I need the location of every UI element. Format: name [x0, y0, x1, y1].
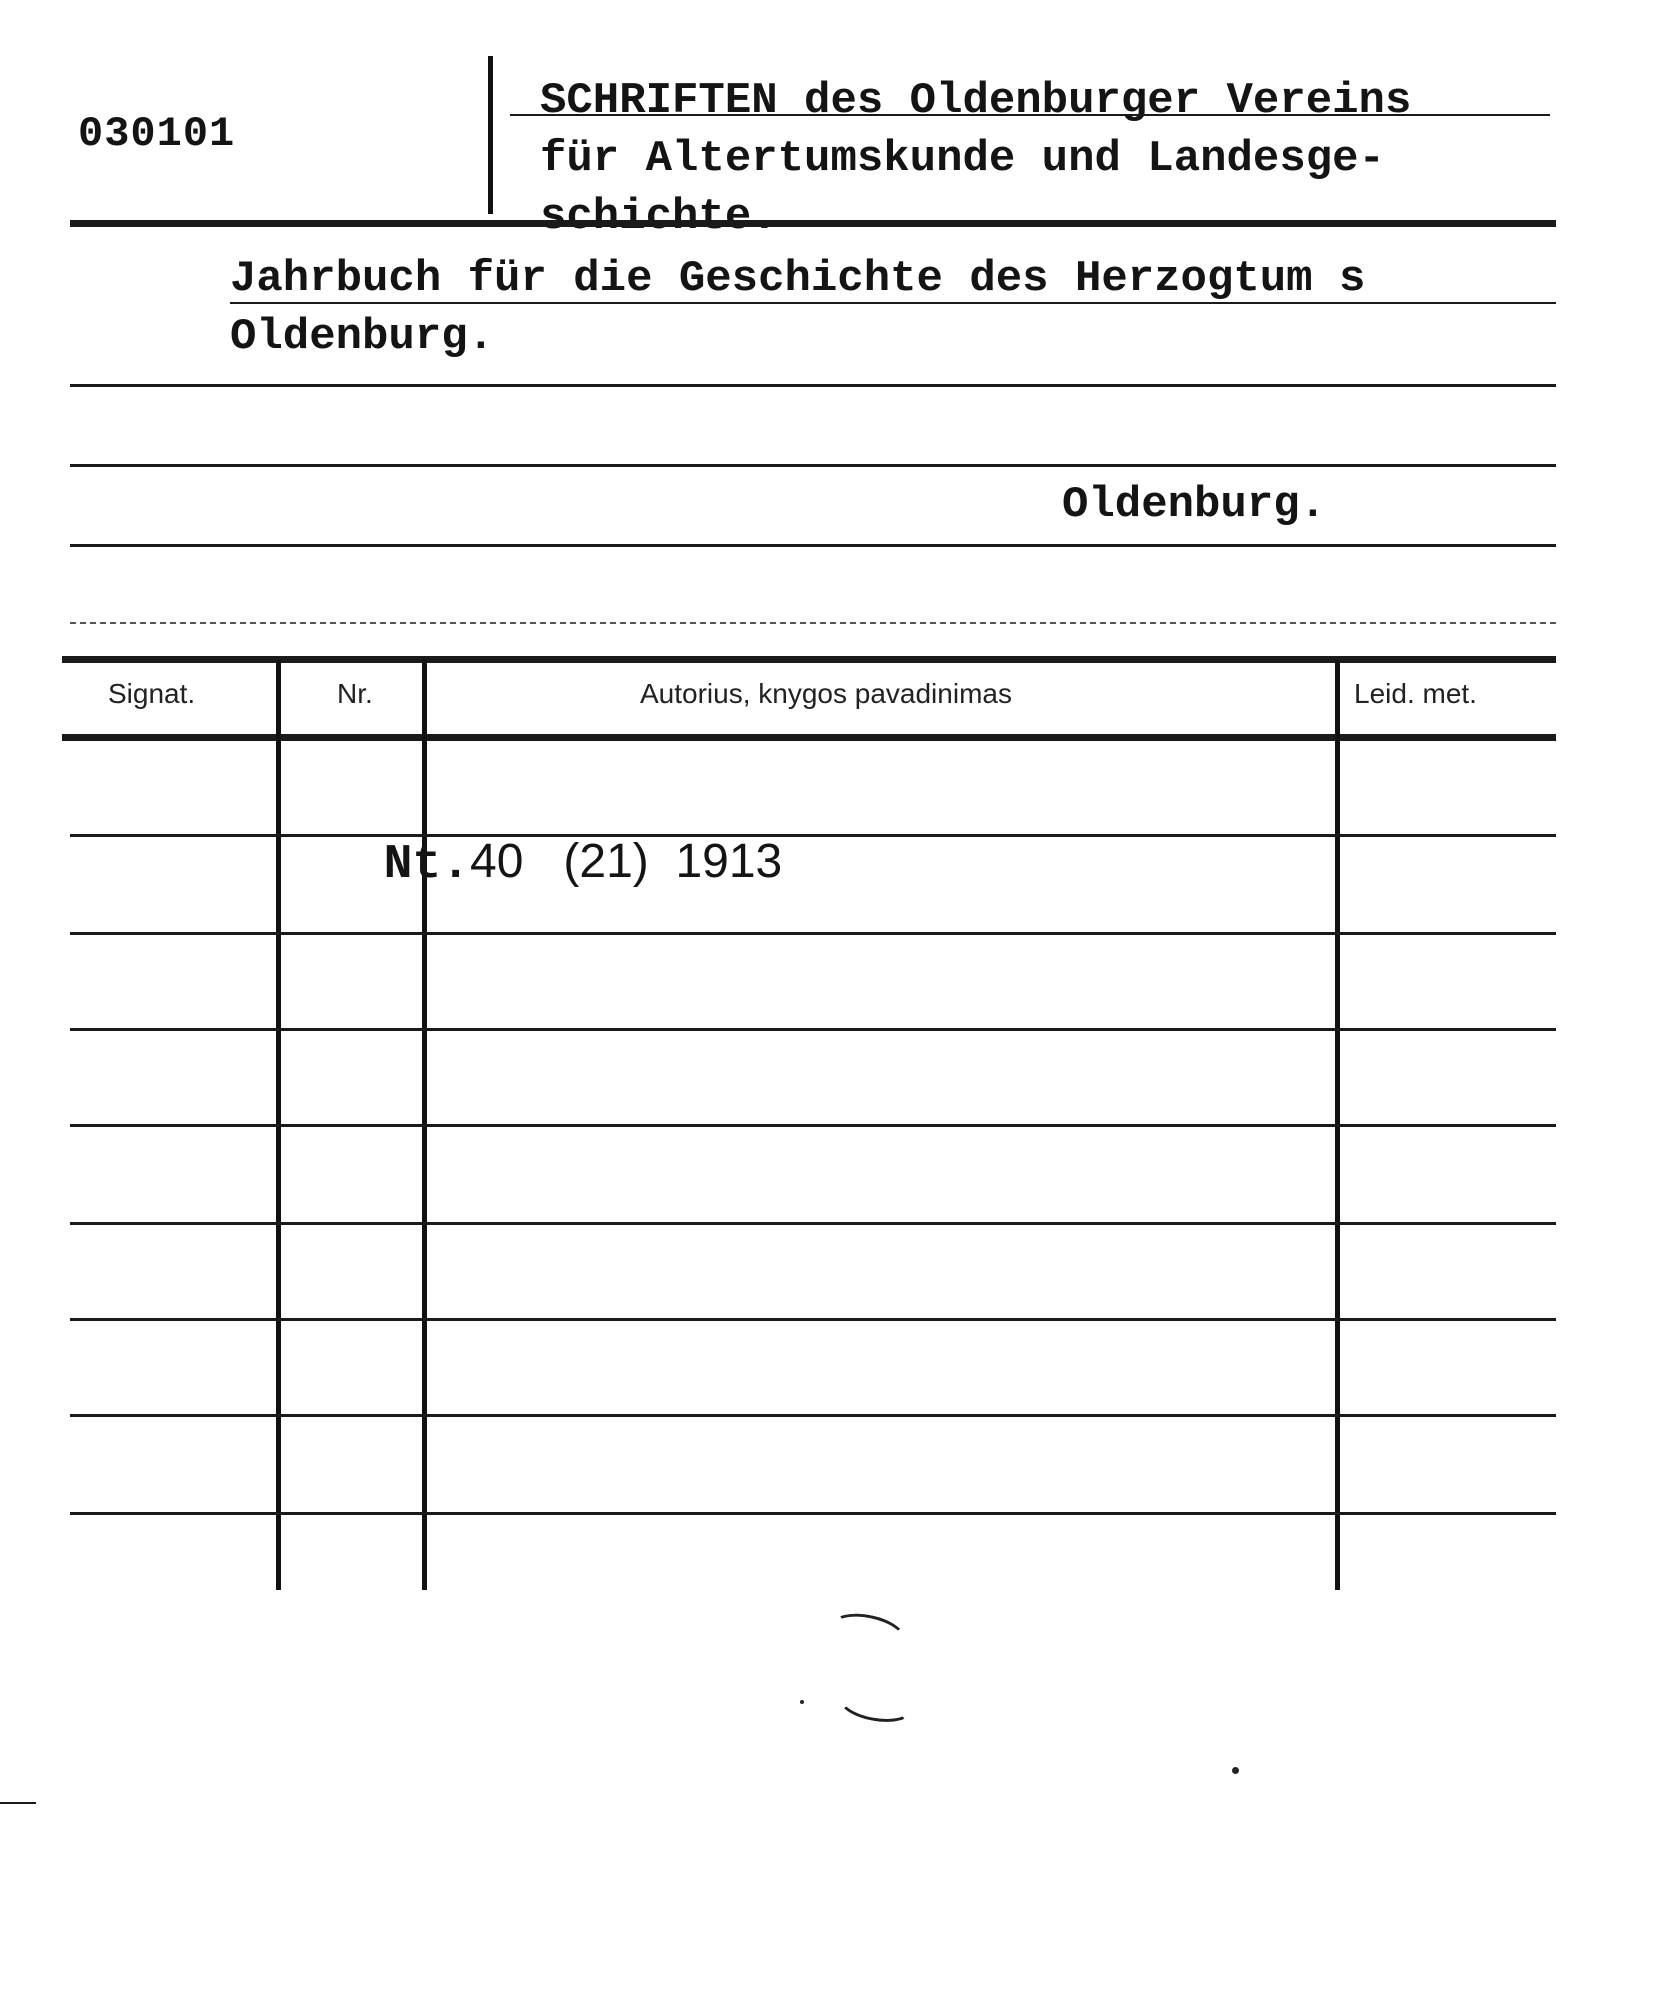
column-header-number: Nr.: [337, 678, 373, 709]
row-line-7: [70, 1414, 1556, 1417]
row-line-6: [70, 1318, 1556, 1321]
ruled-line-3: [70, 544, 1556, 547]
header-bottom-rule: [70, 220, 1556, 227]
column-header-signature: Signat.: [108, 678, 196, 709]
book-title: Jahrbuch für die Geschichte des Herzogtum s Oldenburg.: [230, 254, 1366, 362]
row-line-8: [70, 1512, 1556, 1515]
row-line-4: [70, 1124, 1556, 1127]
row-line-1: [70, 834, 1556, 837]
row-description: 40 (21) 1913: [470, 835, 783, 888]
table-top-rule: [62, 656, 1556, 663]
ruled-line-1: [70, 384, 1556, 387]
ink-dot: [800, 1700, 804, 1704]
column-header-author-title: Autorius, knygos pavadinimas: [640, 678, 1012, 709]
row-line-2: [70, 932, 1556, 935]
pen-mark-lower: [835, 1679, 916, 1728]
card-number: 030101: [78, 110, 236, 158]
row-number: Nt.: [383, 838, 471, 892]
pen-mark-upper: [827, 1607, 909, 1658]
row-line-5: [70, 1222, 1556, 1225]
ruled-line-2: [70, 464, 1556, 467]
row-line-3: [70, 1028, 1556, 1031]
place-of-publication: Oldenburg.: [1062, 480, 1327, 530]
card-edge-mark: [0, 1802, 36, 1804]
header-divider: [488, 56, 493, 214]
series-title: SCHRIFTEN des Oldenburger Vereins für Altertumskunde und Landesge- schichte.: [540, 76, 1412, 242]
table-header-rule: [62, 734, 1556, 741]
ink-dot: [1232, 1767, 1239, 1774]
title-underline: [230, 302, 1556, 304]
ruled-line-4: [70, 622, 1556, 624]
series-underline: [510, 114, 1550, 116]
column-header-publisher: Leid. met.: [1354, 678, 1477, 709]
